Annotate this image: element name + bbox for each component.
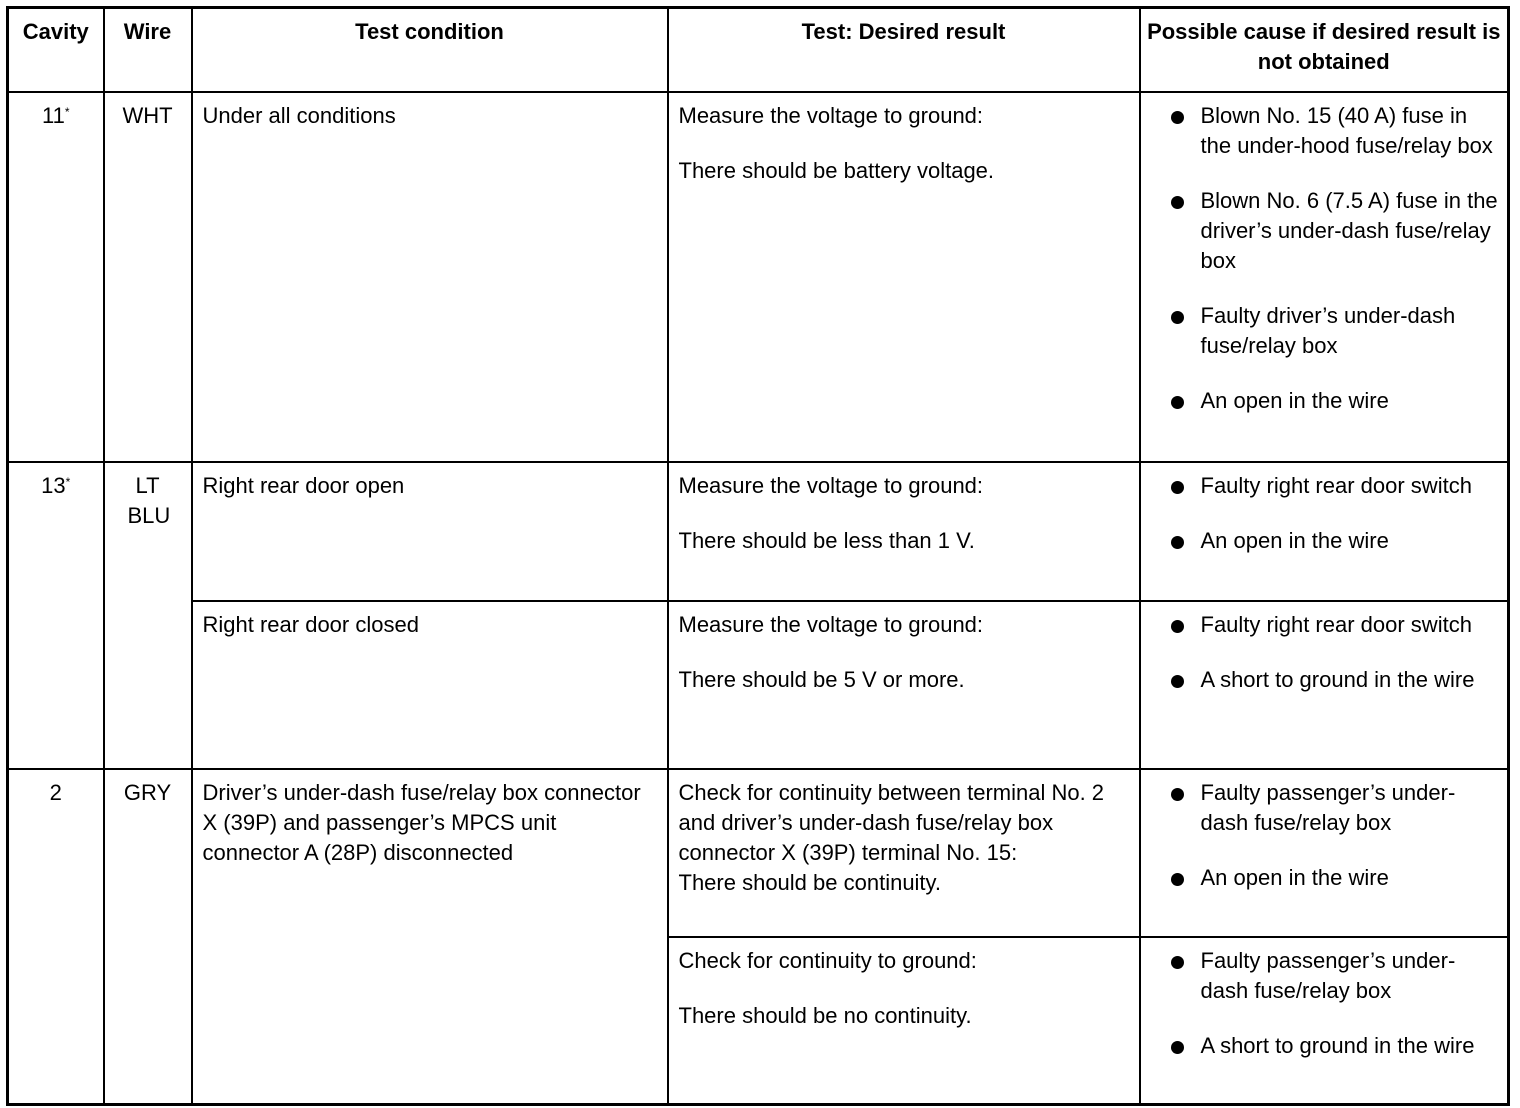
cause-cell	[1140, 769, 1509, 937]
footnote-mark: *	[65, 475, 71, 489]
condition-cell: Under all conditions	[192, 92, 668, 462]
result-cell: Check for continuity to ground: There should be no continuity.	[668, 937, 1140, 1104]
cause-cell	[1140, 601, 1509, 769]
header-desired-result: Test: Desired result	[668, 8, 1140, 93]
bullet-icon	[1171, 873, 1184, 886]
troubleshooting-table	[6, 6, 1510, 1106]
header-cavity: Cavity	[8, 8, 104, 93]
bullet-icon	[1171, 675, 1184, 688]
bullet-icon	[1171, 1041, 1184, 1054]
list-item: An open in the wire	[1141, 863, 1500, 893]
wire-cell: LT BLU	[104, 462, 192, 769]
cavity-cell: 13*	[8, 462, 104, 769]
result-cell: Check for continuity between terminal No. 2 and driver’s under-dash fuse/relay box connector X (39P) terminal No. 15: There should be continuity.	[668, 769, 1140, 937]
footnote-mark: *	[64, 105, 70, 119]
condition-cell: Right rear door open	[192, 462, 668, 601]
list-item: Faulty driver’s under-dash fuse/relay box	[1141, 301, 1500, 361]
bullet-icon	[1171, 396, 1184, 409]
cavity-cell: 2	[8, 769, 104, 1104]
list-item: Faulty right rear door switch	[1141, 471, 1500, 501]
list-item: A short to ground in the wire	[1141, 1031, 1500, 1061]
cause-cell	[1140, 937, 1509, 1104]
header-possible-cause: Possible cause if desired result is not obtained	[1140, 8, 1509, 93]
result-cell: Measure the voltage to ground: There should be 5 V or more.	[668, 601, 1140, 769]
header-test-condition: Test condition	[192, 8, 668, 93]
condition-cell: Right rear door closed	[192, 601, 668, 769]
result-cell: Measure the voltage to ground: There should be less than 1 V.	[668, 462, 1140, 601]
list-item: An open in the wire	[1141, 386, 1500, 416]
wire-cell: WHT	[104, 92, 192, 462]
table-row	[8, 601, 1509, 769]
list-item: Blown No. 6 (7.5 A) fuse in the driver’s under-dash fuse/relay box	[1141, 186, 1500, 276]
bullet-icon	[1171, 788, 1184, 801]
result-cell: Measure the voltage to ground: There should be battery voltage.	[668, 92, 1140, 462]
bullet-icon	[1171, 196, 1184, 209]
table-row	[8, 769, 1509, 937]
header-wire: Wire	[104, 8, 192, 93]
bullet-icon	[1171, 620, 1184, 633]
bullet-icon	[1171, 536, 1184, 549]
list-item: A short to ground in the wire	[1141, 665, 1500, 695]
list-item: An open in the wire	[1141, 526, 1500, 556]
table-row	[8, 92, 1509, 462]
list-item: Blown No. 15 (40 A) fuse in the under-hood fuse/relay box	[1141, 101, 1500, 161]
list-item: Faulty passenger’s under-dash fuse/relay box	[1141, 778, 1500, 838]
condition-cell: Driver’s under-dash fuse/relay box connector X (39P) and passenger’s MPCS unit connector A (28P) disconnected	[192, 769, 668, 1104]
wire-cell: GRY	[104, 769, 192, 1104]
bullet-icon	[1171, 481, 1184, 494]
list-item: Faulty right rear door switch	[1141, 610, 1500, 640]
bullet-icon	[1171, 956, 1184, 969]
list-item: Faulty passenger’s under-dash fuse/relay box	[1141, 946, 1500, 1006]
header-row	[8, 8, 1509, 93]
cavity-cell: 11*	[8, 92, 104, 462]
bullet-icon	[1171, 111, 1184, 124]
cause-cell	[1140, 92, 1509, 462]
bullet-icon	[1171, 311, 1184, 324]
cause-cell	[1140, 462, 1509, 601]
table-row	[8, 462, 1509, 601]
